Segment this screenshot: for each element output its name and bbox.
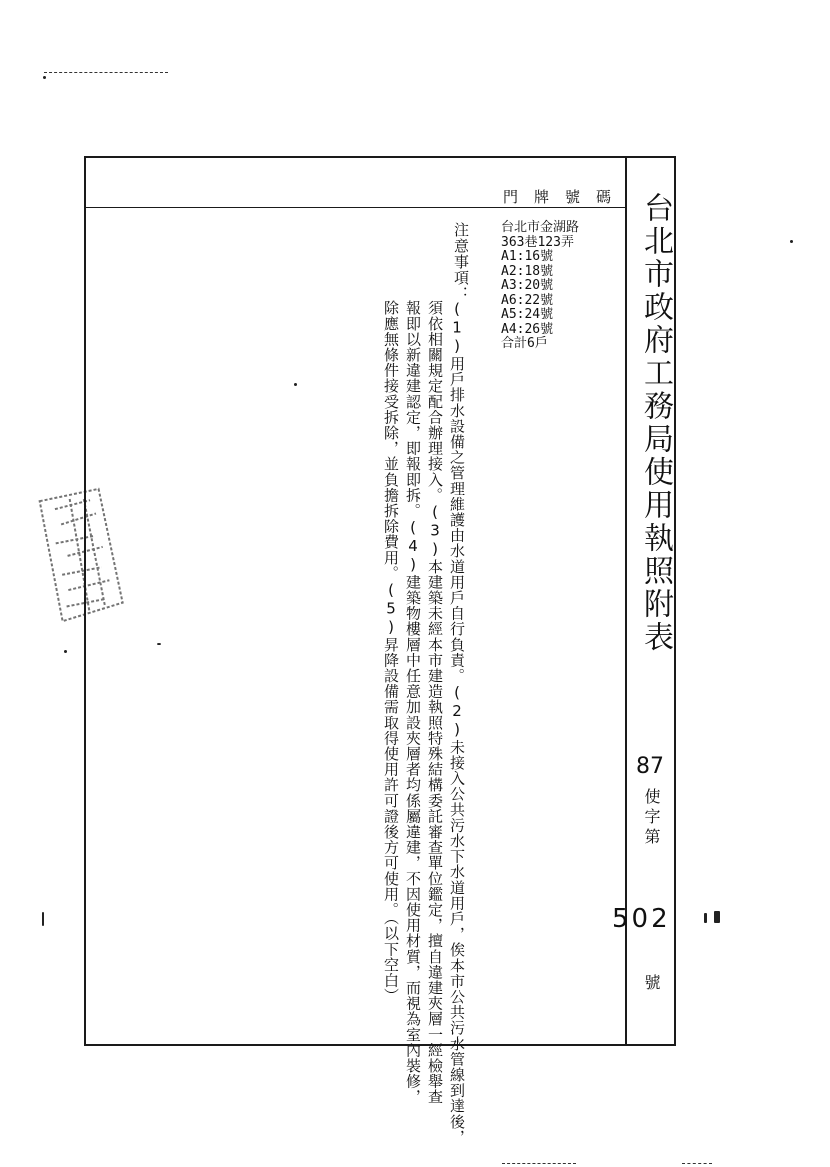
header-row-divider <box>86 207 625 208</box>
address-line: A4:26號 <box>501 321 554 337</box>
address-line: 合計6戶 <box>501 336 548 351</box>
license-number: 502 <box>612 904 671 934</box>
license-word: 使字第 <box>642 788 661 848</box>
address-line: A2:18號 <box>501 263 554 279</box>
form-frame <box>84 156 676 1046</box>
address-line: 台北市金湖路 <box>501 220 580 235</box>
notes-column: 報即以新違建認定，即報即拆。(4)建築物樓層中任意加設夾層者均係屬違建，不因使用材質，而視為室內裝修， <box>404 300 422 1105</box>
scan-speck <box>42 912 44 926</box>
scan-speck <box>704 913 707 923</box>
address-line: A5:24號 <box>501 307 554 322</box>
scan-speck <box>43 76 46 79</box>
scan-mark-top <box>44 72 168 73</box>
address-block <box>501 221 579 352</box>
address-line: A3:20號 <box>501 278 554 293</box>
address-line: A1:16號 <box>501 249 554 264</box>
scan-mark-bottom <box>502 1163 576 1164</box>
scan-mark-bottom <box>682 1163 712 1164</box>
scan-speck <box>790 240 793 243</box>
address-line: 363巷123弄 <box>501 234 574 250</box>
door-number-label: 門牌號碼 <box>503 188 628 206</box>
notes-column: 除應無條件接受拆除，並負擔拆除費用。(5)昇降設備需取得使用許可證後方可使用。（以下空白） <box>382 300 400 1004</box>
notes-column: 須依相關規定配合辦理接入。(3)本建築未經本市建造執照特殊結構委託審查單位鑑定，擅自違建夾層一經檢舉查 <box>426 300 444 1105</box>
scan-speck <box>714 911 720 923</box>
notes-heading: 注意事項： <box>452 222 470 302</box>
notes-column: (1)用戶排水設備之管理維護由水道用戶自行負責。(2)未接入公共污水下水道用戶，俟本市公共污水管線到達後， <box>448 300 466 1145</box>
license-year: 87 <box>636 754 664 779</box>
license-suffix: 號 <box>642 974 661 990</box>
scan-speck <box>64 650 67 653</box>
document-title: 台北市政府工務局使用執照附表 <box>638 192 673 654</box>
address-line: A6:22號 <box>501 292 554 308</box>
